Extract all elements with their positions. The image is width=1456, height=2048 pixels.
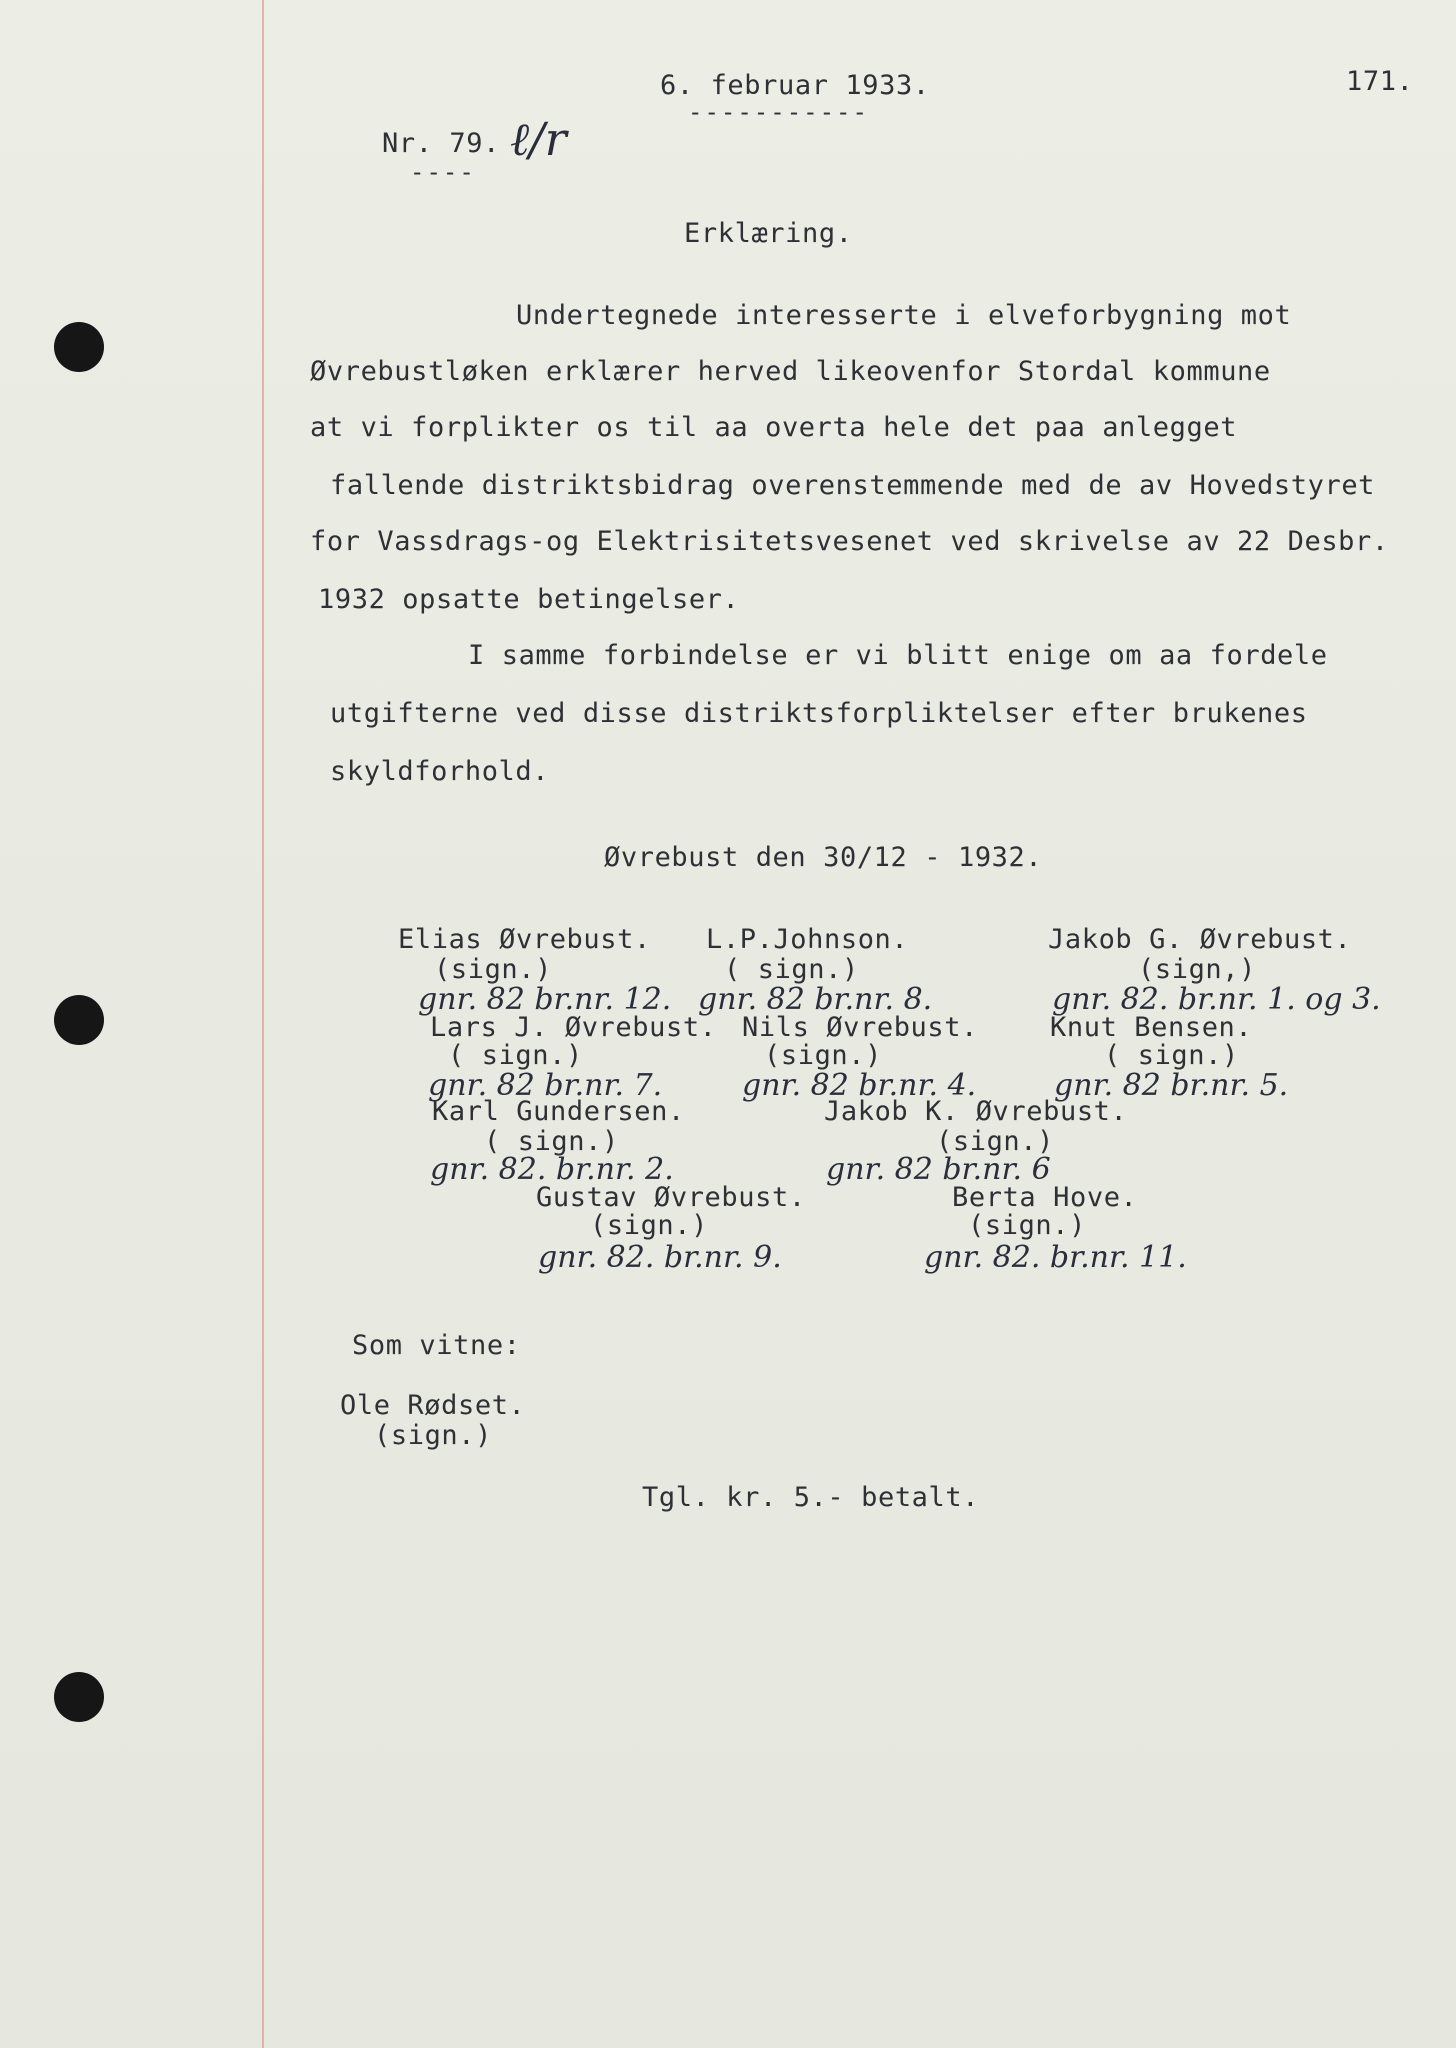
header-date: 6. februar 1933. [660,70,930,101]
signatory-note: gnr. 82 br.nr. 8. [698,982,933,1017]
place-date: Øvrebust den 30/12 - 1932. [604,842,1043,873]
signatory-note: gnr. 82 br.nr. 5. [1054,1068,1289,1103]
signatory-name: Karl Gundersen. [432,1096,685,1127]
signatory-name: L.P.Johnson. [706,924,909,955]
signatory-sign: (sign.) [968,1210,1086,1241]
signatory-name: Lars J. Øvrebust. [430,1012,717,1043]
signatory-note: gnr. 82 br.nr. 7. [428,1068,663,1103]
signatory-sign: (sign.) [590,1210,708,1241]
body-line: skyldforhold. [330,756,550,787]
signatory-name: Gustav Øvrebust. [536,1182,806,1213]
signatory-note: gnr. 82. br.nr. 1. og 3. [1052,982,1381,1017]
signatory-note: gnr. 82 br.nr. 4. [742,1068,977,1103]
signatory-name: Berta Hove. [952,1182,1138,1213]
punch-hole [54,1672,104,1722]
body-line: Øvrebustløken erklærer herved likeovenfor Stordal kommune [310,356,1271,387]
body-line: fallende distriktsbidrag overenstemmende med de av Hovedstyret [330,470,1376,501]
signatory-sign: ( sign.) [724,954,859,985]
signatory-sign: (sign.) [434,954,552,985]
body-line: for Vassdrags-og Elektrisitetsvesenet ved skrivelse av 22 Desbr. [310,526,1389,557]
signatory-sign: ( sign.) [448,1040,583,1071]
punch-hole [54,995,104,1045]
signatory-sign: (sign.) [936,1126,1054,1157]
witness-label: Som vitne: [352,1330,521,1361]
signatory-sign: ( sign.) [484,1126,619,1157]
body-line: at vi forplikter os til aa overta hele det paa anlegget [310,412,1238,443]
signatory-sign: (sign.) [764,1040,882,1071]
witness-name: Ole Rødset. [340,1390,526,1421]
signatory-note: gnr. 82. br.nr. 9. [538,1240,782,1275]
witness-sign: (sign.) [374,1420,492,1451]
signatory-name: Jakob G. Øvrebust. [1048,924,1352,955]
entry-number: Nr. 79. [382,128,500,159]
handwritten-mark: ℓ/r [510,112,567,166]
signatory-name: Jakob K. Øvrebust. [824,1096,1128,1127]
header-date-underline: ----------- [688,98,869,126]
margin-rule [262,0,264,2048]
body-line: Undertegnede interesserte i elveforbygning mot [516,300,1292,331]
signatory-note: gnr. 82. br.nr. 11. [924,1240,1187,1275]
body-line: 1932 opsatte betingelser. [318,584,740,615]
body-line: I samme forbindelse er vi blitt enige om aa fordele [468,640,1328,671]
signatory-note: gnr. 82. br.nr. 2. [430,1152,674,1187]
signatory-note: gnr. 82 br.nr. 12. [418,982,672,1017]
signatory-sign: (sign,) [1138,954,1256,985]
entry-number-underline: ---- [410,158,476,186]
signatory-sign: ( sign.) [1104,1040,1239,1071]
page-number: 171. [1346,66,1414,97]
punch-hole [54,322,104,372]
signatory-name: Elias Øvrebust. [398,924,651,955]
document-title: Erklæring. [684,218,853,249]
body-line: utgifterne ved disse distriktsforpliktelser efter brukenes [330,698,1308,729]
signatory-name: Knut Bensen. [1050,1012,1253,1043]
signatory-note: gnr. 82 br.nr. 6 [826,1152,1051,1187]
signatory-name: Nils Øvrebust. [742,1012,978,1043]
fee-note: Tgl. kr. 5.- betalt. [642,1482,980,1513]
